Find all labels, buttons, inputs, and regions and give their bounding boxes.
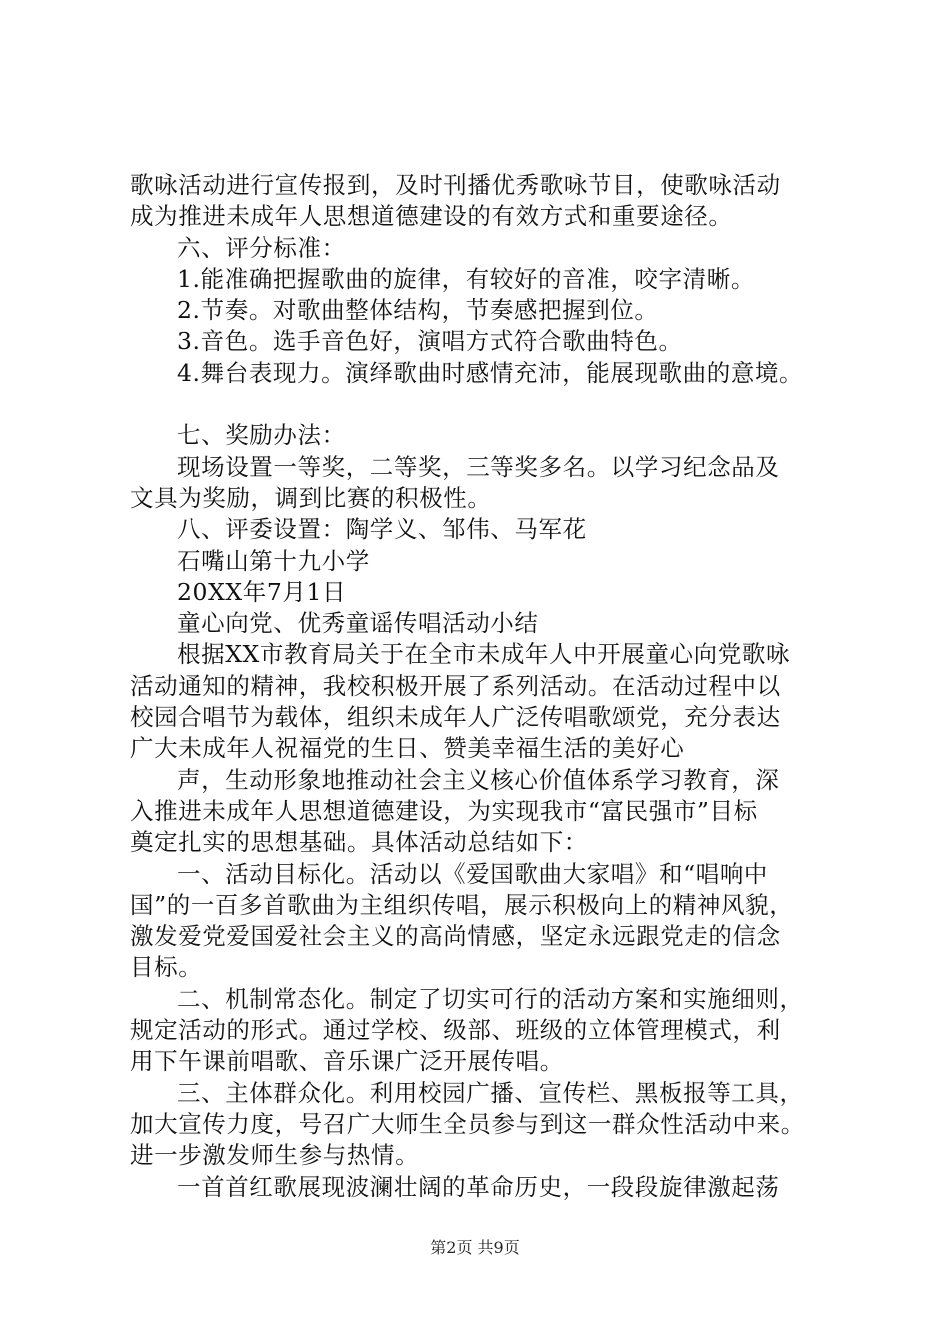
text-line: 成为推进未成年人思想道德建设的有效方式和重要途径。	[130, 202, 733, 231]
text-line: 20XX年7月1日	[177, 577, 347, 606]
paragraph-block-bottom	[130, 420, 850, 1202]
text-line: 用下午课前唱歌、音乐课广泛开展传唱。	[130, 1047, 564, 1076]
text-line: 入推进未成年人思想道德建设，为实现我市“富民强市”目标	[130, 796, 758, 825]
paragraph-gap	[130, 389, 850, 420]
text-line: 4.舞台表现力。演绎歌曲时感情充沛，能展现歌曲的意境。	[177, 358, 804, 387]
text-line: 根据XX市教育局关于在全市未成年人中开展童心向党歌咏	[177, 640, 791, 669]
text-line: 国”的一百多首歌曲为主组织传唱，展示积极向上的精神风貌，	[130, 890, 794, 919]
text-line: 童心向党、优秀童谣传唱活动小结	[177, 609, 539, 638]
text-line: 歌咏活动进行宣传报到，及时刊播优秀歌咏节目，使歌咏活动	[130, 171, 781, 199]
text-line: 1.能准确把握歌曲的旋律，有较好的音准，咬字清晰。	[177, 264, 755, 293]
text-line: 激发爱党爱国爱社会主义的高尚情感，坚定永远跟党走的信念	[130, 922, 781, 951]
text-line: 八、评委设置：陶学义、邹伟、马军花	[177, 515, 587, 544]
text-line: 校园合唱节为载体，组织未成年人广泛传唱歌颂党，充分表达	[130, 703, 781, 732]
text-line: 活动通知的精神，我校积极开展了系列活动。在活动过程中以	[130, 671, 781, 700]
text-line: 2.节奏。对歌曲整体结构，节奏感把握到位。	[177, 296, 659, 325]
text-line: 石嘴山第十九小学	[177, 546, 370, 575]
text-line: 加大宣传力度，号召广大师生全员参与到这一群众性活动中来。	[130, 1109, 805, 1138]
text-line: 规定活动的形式。通过学校、级部、班级的立体管理模式，利	[130, 1016, 781, 1045]
text-line: 一首首红歌展现波澜壮阔的革命历史，一段段旋律激起荡	[177, 1172, 780, 1201]
text-line: 七、奖励办法：	[177, 421, 346, 450]
page-footer: 第2页 共9页	[430, 1238, 520, 1257]
text-line: 六、评分标准：	[177, 233, 346, 262]
text-line: 进一步激发师生参与热情。	[130, 1141, 420, 1170]
text-line: 三、主体群众化。利用校园广播、宣传栏、黑板报等工具，	[177, 1078, 804, 1107]
text-line: 文具为奖励，调到比赛的积极性。	[130, 483, 492, 512]
text-line: 广大未成年人祝福党的生日、赞美幸福生活的美好心	[130, 734, 685, 763]
text-line: 奠定扎实的思想基础。具体活动总结如下：	[130, 828, 588, 857]
text-line: 声，生动形象地推动社会主义核心价值体系学习教育，深	[177, 765, 780, 794]
text-line: 现场设置一等奖，二等奖，三等奖多名。以学习纪念品及	[177, 452, 780, 481]
document-body	[130, 170, 850, 1203]
text-line: 二、机制常态化。制定了切实可行的活动方案和实施细则，	[177, 984, 804, 1013]
paragraph-block-top	[130, 170, 850, 389]
text-line: 目标。	[130, 953, 203, 982]
text-line: 3.音色。选手音色好，演唱方式符合歌曲特色。	[177, 327, 683, 356]
text-line: 一、活动目标化。活动以《爱国歌曲大家唱》和“唱响中	[177, 859, 769, 888]
